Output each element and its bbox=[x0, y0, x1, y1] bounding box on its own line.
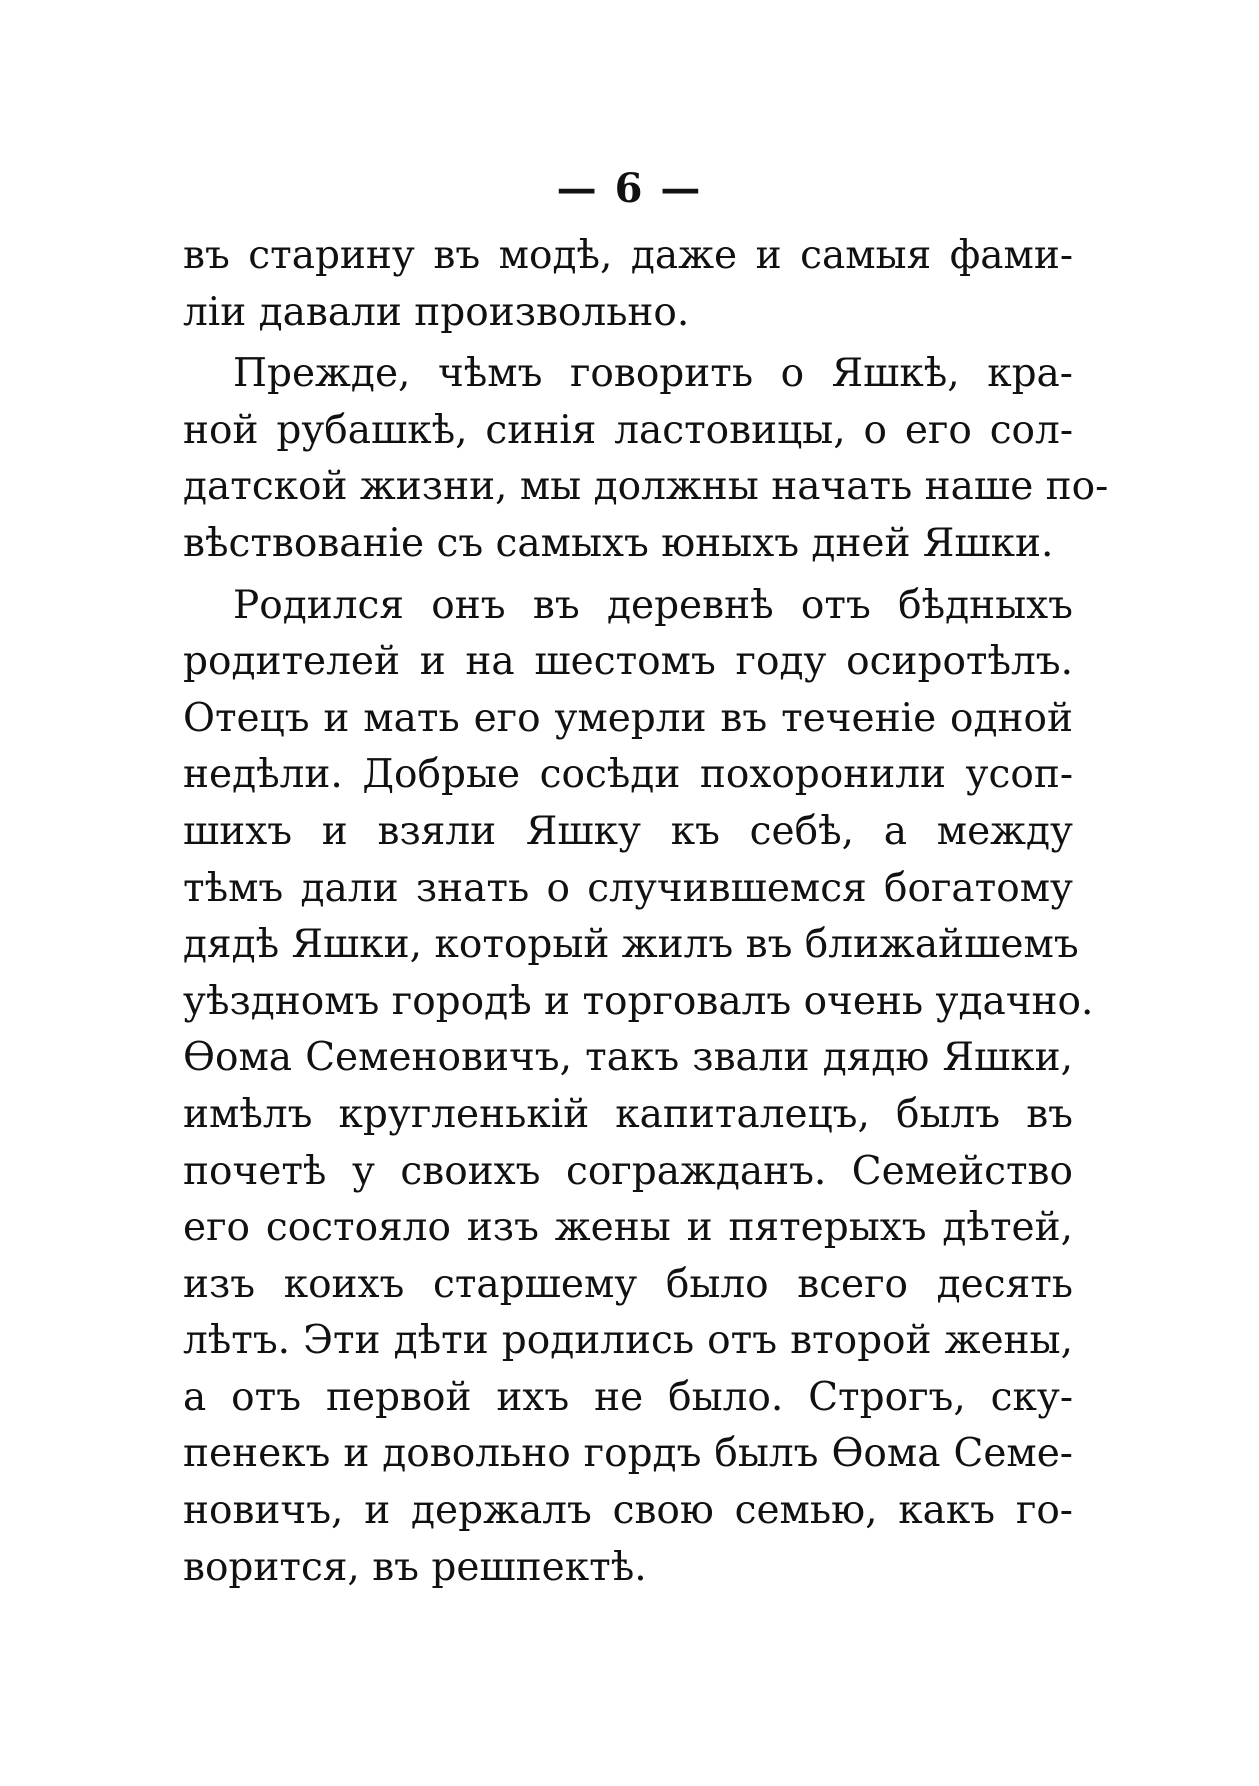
text-line: датской жизни, мы должны начать наше по- bbox=[183, 464, 1109, 510]
text-line: пенекъ и довольно гордъ былъ Ѳома Семе- bbox=[183, 1431, 1073, 1477]
paragraph-1 bbox=[183, 228, 1073, 341]
text-line: ворится, въ решпектѣ. bbox=[183, 1544, 647, 1590]
text-line: Отецъ и мать его умерли въ теченіе одной bbox=[183, 695, 1073, 741]
text-line: почетѣ у своихъ согражданъ. Семейство bbox=[183, 1148, 1073, 1194]
text-line: вѣствованіе съ самыхъ юныхъ дней Яшки. bbox=[183, 520, 1054, 566]
paragraph-3 bbox=[183, 578, 1094, 1597]
text-line: ной рубашкѣ, синія ластовицы, о его сол- bbox=[183, 407, 1073, 453]
text-line: его состояло изъ жены и пятерыхъ дѣтей, bbox=[183, 1205, 1073, 1251]
text-line: ліи давали произвольно. bbox=[183, 289, 690, 335]
text-line: Ѳома Семеновичъ, такъ звали дядю Яшки, bbox=[183, 1035, 1073, 1081]
text-line: новичъ, и держалъ свою семью, какъ го- bbox=[183, 1488, 1073, 1534]
text-line: лѣтъ. Эти дѣти родились отъ второй жены, bbox=[183, 1318, 1073, 1364]
text-line: уѣздномъ городѣ и торговалъ очень удачно. bbox=[183, 978, 1094, 1024]
text-line: недѣли. Добрые сосѣди похоронили усоп- bbox=[183, 752, 1073, 798]
paragraph-2 bbox=[183, 346, 1109, 572]
body-text bbox=[183, 228, 1109, 1596]
text-line: дядѣ Яшки, который жилъ въ ближайшемъ bbox=[183, 922, 1079, 968]
text-line: Родился онъ въ деревнѣ отъ бѣдныхъ bbox=[233, 582, 1073, 628]
text-line: имѣлъ кругленькій капиталецъ, былъ въ bbox=[183, 1091, 1073, 1137]
text-line: въ старину въ модѣ, даже и самыя фами- bbox=[183, 233, 1073, 278]
text-line: изъ коихъ старшему было всего десять bbox=[183, 1261, 1073, 1307]
text-line: а отъ первой ихъ не было. Строгъ, ску- bbox=[183, 1374, 1073, 1420]
text-line: родителей и на шестомъ году осиротѣлъ. bbox=[183, 639, 1073, 685]
text-line: тѣмъ дали знать о случившемся богатому bbox=[183, 865, 1073, 911]
text-line: Прежде, чѣмъ говорить о Яшкѣ, кра- bbox=[233, 351, 1073, 397]
page-number: — 6 — bbox=[556, 165, 703, 212]
text-line: шихъ и взяли Яшку къ себѣ, а между bbox=[183, 808, 1073, 854]
